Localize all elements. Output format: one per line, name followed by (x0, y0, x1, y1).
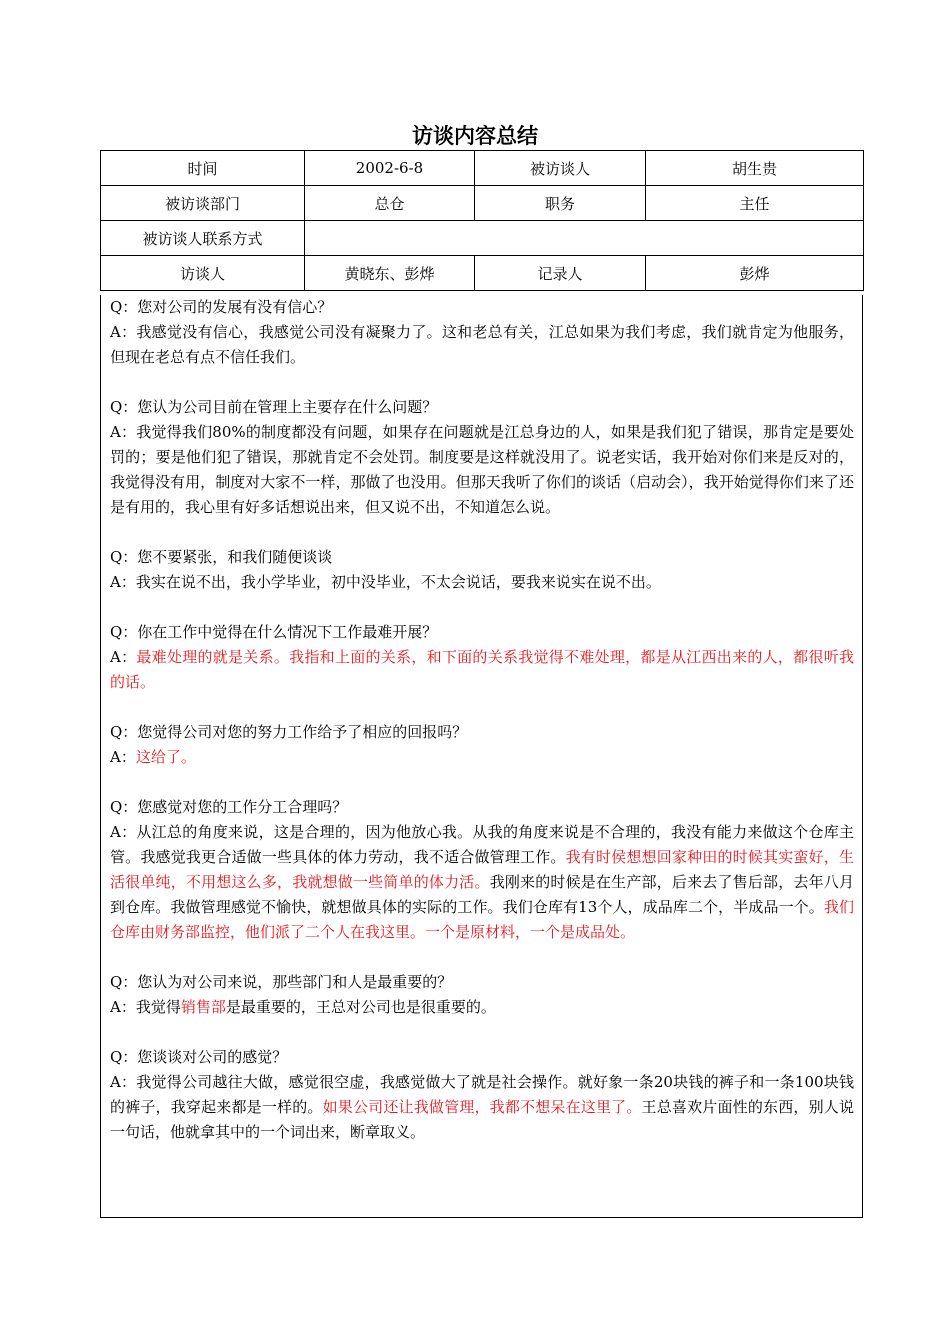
question-text: Q：你在工作中觉得在什么情况下工作最难开展？ (110, 623, 438, 641)
qa-block (110, 720, 854, 770)
qa-block (110, 620, 854, 695)
answer-highlight: 这给了。 (135, 748, 196, 766)
answer-highlight: 我有时侯想想回家种田的时候其实蛮好，生活很单纯，不用想这么多，我就想做一些简单的体力活。 (110, 848, 854, 891)
qa-block (110, 395, 854, 520)
time-label: 时间 (101, 151, 305, 186)
question-text: Q：您认为公司目前在管理上主要存在什么问题？ (110, 398, 438, 416)
recorder-label: 记录人 (475, 256, 646, 291)
answer-highlight: 销售部 (180, 998, 226, 1016)
answer-segment: A：从江总的角度来说，这是合理的，因为他放心我。从我的角度来说是不合理的，我没有能力来做这个仓库主管。我感觉我更合适做一些具体的体力劳动，我不适合做管理工作。 (110, 823, 854, 866)
question-text: Q：您认为对公司来说，那些部门和人是最重要的？ (110, 973, 453, 991)
info-row-dept (101, 186, 864, 221)
answer-highlight: 如果公司还让我做管理，我都不想呆在这里了。 (322, 1098, 642, 1116)
question-text: Q：您谈谈对公司的感觉？ (110, 1048, 288, 1066)
answer-text (110, 570, 854, 595)
interviewer-value: 黄晓东、彭烨 (305, 256, 475, 291)
interview-content (100, 295, 863, 1218)
qa-block (110, 1045, 854, 1145)
answer-segment: A：我觉得 (110, 998, 181, 1016)
answer-text (110, 1070, 854, 1145)
interviewee-label: 被访谈人 (475, 151, 646, 186)
answer-highlight: 我们仓库由财务部监控，他们派了二个人在我这里。一个是原材料，一个是成品处。 (110, 898, 854, 941)
time-value: 2002-6-8 (305, 151, 475, 186)
question-text: Q：您感觉对您的工作分工合理吗？ (110, 798, 348, 816)
answer-segment: A： (110, 648, 137, 666)
contact-label: 被访谈人联系方式 (101, 221, 305, 256)
dept-label: 被访谈部门 (101, 186, 305, 221)
info-table (100, 150, 864, 291)
answer-text (110, 320, 854, 370)
position-value: 主任 (646, 186, 864, 221)
question-text: Q：您不要紧张，和我们随便谈谈 (110, 548, 333, 566)
answer-segment: 王总喜欢片面性的东西，别人说一句话，他就拿其中的一个词出来，断章取义。 (110, 1098, 854, 1141)
dept-value: 总仓 (305, 186, 475, 221)
answer-segment: A：我感觉没有信心，我感觉公司没有凝聚力了。这和老总有关，江总如果为我们考虑，我们就肯定为他服务，但现在老总有点不信任我们。 (110, 323, 854, 366)
question-text: Q：您对公司的发展有没有信心？ (110, 298, 333, 316)
answer-segment: 是最重要的，王总对公司也是很重要的。 (225, 998, 496, 1016)
position-label: 职务 (475, 186, 646, 221)
answer-text (110, 645, 854, 695)
interviewee-value: 胡生贵 (646, 151, 864, 186)
page-title: 访谈内容总结 (412, 124, 538, 148)
answer-segment: A： (110, 748, 136, 766)
answer-text (110, 745, 854, 770)
answer-text (110, 995, 854, 1020)
answer-segment: A：我觉得我们80%的制度都没有问题，如果存在问题就是江总身边的人，如果是我们犯了错误，那肯定是要处罚的；要是他们犯了错误，那就肯定不会处罚。制度要是这样就没用了。说老实话，我开始对你们来是反对的，我觉得没有用，制度对大家不一样，那做了也没用。但那天我听了你们的谈话（启动会），我开始觉得你们来了还是有用的，我心里有好多话想说出来，但又说不出，不知道怎么说。 (110, 423, 854, 516)
qa-block (110, 795, 854, 945)
qa-block (110, 295, 854, 370)
answer-text (110, 820, 854, 945)
answer-segment: A：我实在说不出，我小学毕业，初中没毕业，不太会说话，要我来说实在说不出。 (110, 573, 661, 591)
answer-segment: 我刚来的时候是在生产部，后来去了售后部，去年八月到仓库。我做管理感觉不愉快，就想做具体的实际的工作。我们仓库有13个人，成品库二个，半成品一个。 (110, 873, 854, 916)
qa-block (110, 545, 854, 595)
info-row-time (101, 151, 864, 186)
question-text: Q：您觉得公司对您的努力工作给予了相应的回报吗？ (110, 723, 468, 741)
answer-highlight: 最难处理的就是关系。我指和上面的关系，和下面的关系我觉得不难处理，都是从江西出来的人，都很听我的话。 (110, 648, 854, 691)
recorder-value: 彭烨 (646, 256, 864, 291)
contact-value (305, 221, 864, 256)
info-row-contact (101, 221, 864, 256)
info-row-interviewer (101, 256, 864, 291)
interviewer-label: 访谈人 (101, 256, 305, 291)
qa-block (110, 970, 854, 1020)
answer-text (110, 420, 854, 520)
answer-segment: A：我觉得公司越往大做，感觉很空虚，我感觉做大了就是社会操作。就好象一条20块钱的裤子和一条100块钱的裤子，我穿起来都是一样的。 (110, 1073, 854, 1116)
